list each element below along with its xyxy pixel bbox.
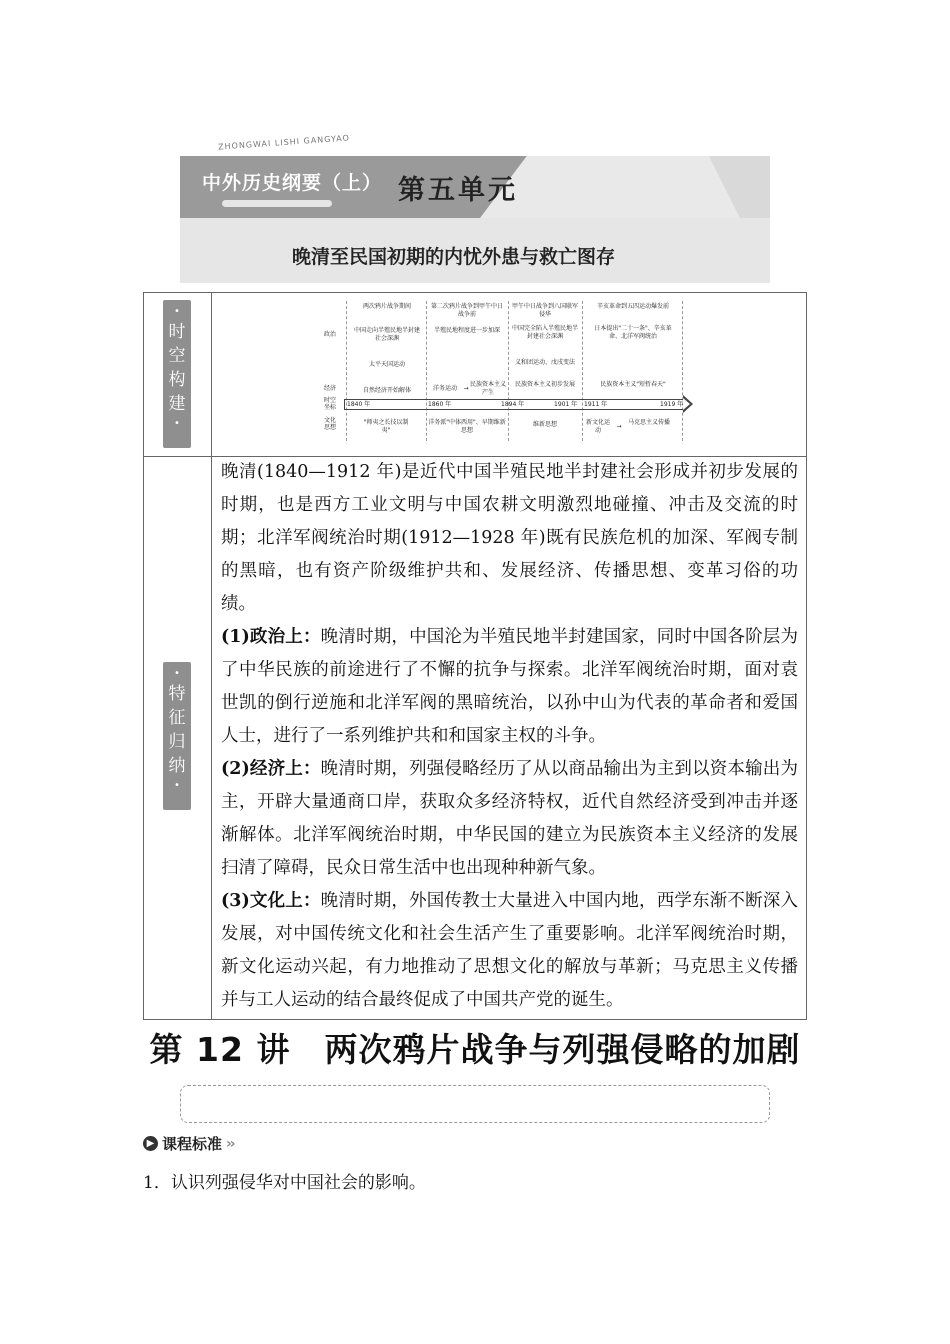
period-1: 两次鸦片战争期间 (362, 303, 411, 310)
course-standard-item: 1．认识列强侵华对中国社会的影响。 (143, 1173, 426, 1193)
feature-politics-text: 晚清时期，中国沦为半殖民地半封建国家，同时中国各阶层为了中华民族的前途进行了不懈的抗争与探索。北洋军阀统治时期，面对袁世凯的倒行逆施和北洋军阀的黑暗统治，以孙中山为代表的革命者和爱国人士，进行了一系列维护共和和国家主权的斗争。 (221, 627, 798, 746)
unit-title: 第五单元 (398, 175, 518, 206)
economy-2a: 洋务运动 (432, 385, 457, 392)
year-1919: 1919 年 (660, 401, 684, 408)
unit-subtitle: 晚清至民国初期的内忧外患与救亡图存 (292, 246, 616, 268)
period-3: 甲午中日战争到八国联军侵华 (511, 303, 578, 318)
period-4: 辛亥革命到五四运动爆发前 (596, 303, 669, 310)
year-1840: 1840 年 (347, 401, 371, 408)
politics-3: 中国完全陷入半殖民地半封建社会深渊 (511, 325, 578, 340)
feature-intro: 晚清(1840—1912 年)是近代中国半殖民地半封建社会形成并初步发展的时期，也是西方工业文明与中国农耕文明激烈地碰撞、冲击及交流的时期；北洋军阀统治时期(1912—1928 年)既有民族危机的加深、军阀专制的黑暗，也有资产阶级维护共和、发展经济、传播思想、变革习俗的功绩。 (221, 462, 798, 614)
economy-2b: 民族资本主义产生 (469, 381, 506, 396)
economy-1: 自然经济开始解体 (362, 387, 411, 394)
section-label-features (163, 662, 191, 810)
play-circle-icon: ▶ (143, 1136, 158, 1151)
feature-economy (221, 753, 798, 885)
section-label-timespace-text: 时空构建 (168, 322, 186, 414)
bullet-dot-icon: • (174, 780, 180, 791)
culture-4b: 马克思主义传播 (627, 419, 670, 426)
bullet-dot-icon: • (174, 668, 180, 679)
book-pinyin: ZHONGWAI LISHI GANGYAO (217, 133, 351, 152)
culture-4a: 新文化运动 (586, 419, 611, 434)
period-2: 第二次鸦片战争到甲午中日战争前 (430, 303, 503, 318)
politics-2: 半殖民地程度进一步加深 (433, 327, 500, 334)
feature-politics (221, 621, 798, 753)
culture-1: "师夷之长技以制夷" (363, 419, 409, 434)
year-1901: 1901 年 (554, 401, 578, 408)
arrow-icon: → (616, 423, 622, 430)
dashed-placeholder-box (180, 1085, 770, 1123)
economy-4: 民族资本主义"短暂春天" (600, 381, 666, 388)
feature-culture-text: 晚清时期，外国传教士大量进入中国内地，西学东渐不断深入发展，对中国传统文化和社会生活产生了重要影响。北洋军阀统治时期，新文化运动兴起，有力地推动了思想文化的解放与革新；马克思主义传播并与工人运动的结合最终促成了中国共产党的诞生。 (221, 891, 798, 1010)
feature-culture (221, 885, 798, 1017)
feature-politics-heading: (1)政治上： (221, 627, 321, 647)
politics-4: 日本提出"二十一条"、辛亥革命、北洋军阀统治 (594, 325, 672, 340)
timeline-figure (320, 297, 695, 447)
culture-3: 维新思想 (532, 421, 557, 428)
feature-summary (221, 456, 798, 1017)
economy-3: 民族资本主义初步发展 (514, 381, 575, 388)
timeline-divider (582, 301, 583, 441)
lesson-title: 第 12 讲 两次鸦片战争与列强侵略的加剧 (149, 1030, 801, 1069)
book-name: 中外历史纲要（上） (202, 172, 383, 194)
feature-culture-heading: (3)文化上： (221, 891, 321, 911)
politics-1b: 太平天国运动 (368, 361, 405, 368)
timeline-divider (426, 301, 427, 441)
course-standard-heading-text: 课程标准 (162, 1135, 223, 1153)
culture-2: 洋务派"中体西用"、早期维新思想 (428, 419, 506, 434)
year-1860: 1860 年 (428, 401, 452, 408)
section-label-features-text: 特征归纳 (168, 684, 186, 776)
section-label-timespace (163, 300, 191, 448)
double-chevron-icon: ›› (226, 1135, 234, 1152)
book-name-underline (222, 200, 332, 207)
politics-3b: 义和团运动、戊戌变法 (514, 359, 575, 366)
row-label-politics: 政治 (323, 331, 336, 338)
year-1911: 1911 年 (584, 401, 608, 408)
row-label-timespace: 时空坐标 (323, 397, 336, 411)
course-standard-heading (143, 1133, 234, 1154)
year-1894: 1894 年 (501, 401, 525, 408)
feature-economy-text: 晚清时期，列强侵略经历了从以商品输出为主到以资本输出为主，开辟大量通商口岸，获取众多经济特权，近代自然经济受到冲击并逐渐解体。北洋军阀统治时期，中华民国的建立为民族资本主义经济的发展扫清了障碍，民众日常生活中也出现种种新气象。 (221, 759, 798, 878)
politics-1: 中国走向半殖民地半封建社会深渊 (353, 327, 420, 342)
arrow-icon: → (463, 385, 469, 392)
timeline-divider (508, 301, 509, 441)
row-label-economy: 经济 (323, 385, 336, 392)
bullet-dot-icon: • (174, 306, 180, 317)
timeline-divider (682, 301, 683, 441)
unit-banner (180, 133, 770, 283)
feature-economy-heading: (2)经济上： (221, 759, 321, 779)
table-column-divider (211, 292, 212, 1020)
bullet-dot-icon: • (174, 418, 180, 429)
row-label-culture: 文化思想 (323, 417, 336, 431)
timeline-divider (346, 301, 347, 441)
